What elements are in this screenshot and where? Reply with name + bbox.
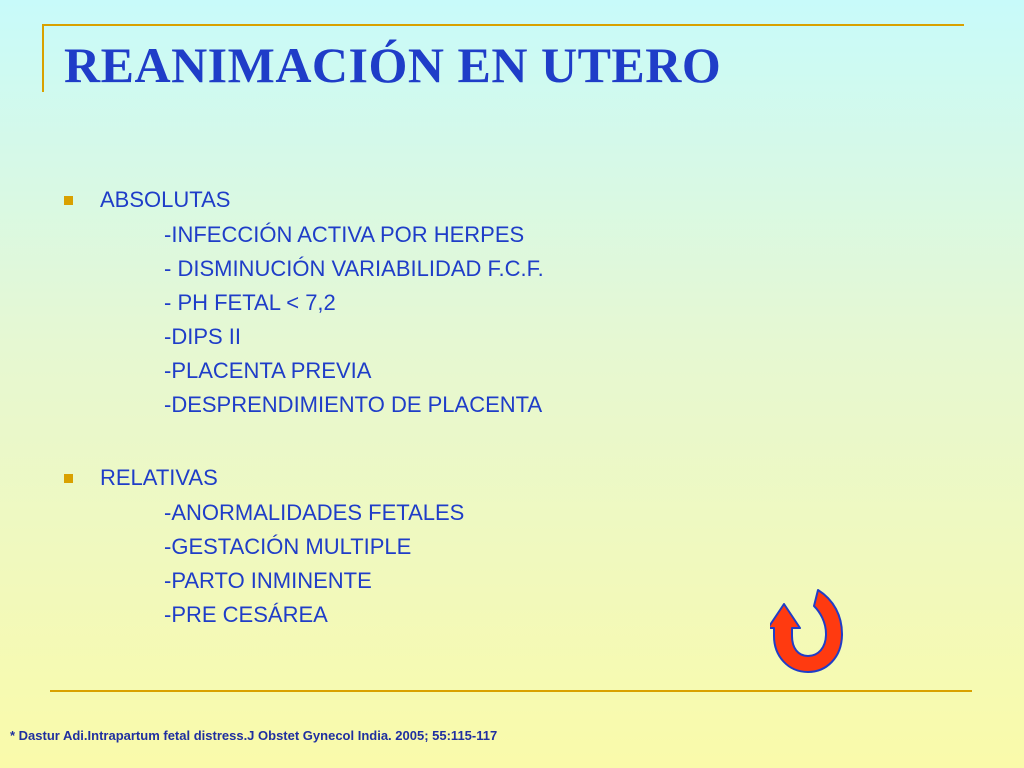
relativas-list <box>164 496 464 632</box>
section-header <box>64 182 544 218</box>
absolutas-list <box>164 218 544 422</box>
list-item: - DISMINUCIÓN VARIABILIDAD F.C.F. <box>164 256 544 281</box>
list-item: -PRE CESÁREA <box>164 602 328 627</box>
section-relativas <box>64 460 464 632</box>
section-label-absolutas: ABSOLUTAS <box>100 187 231 212</box>
slide-title: REANIMACIÓN EN UTERO <box>64 37 722 93</box>
bullet-square-icon <box>64 474 73 483</box>
title-frame-left-line <box>42 24 44 92</box>
section-absolutas <box>64 182 544 422</box>
list-item: - PH FETAL < 7,2 <box>164 290 336 315</box>
list-item: -GESTACIÓN MULTIPLE <box>164 534 412 559</box>
footnote-reference: * Dastur Adi.Intrapartum fetal distress.J Obstet Gynecol India. 2005; 55:115-117 <box>10 728 498 743</box>
list-item: -ANORMALIDADES FETALES <box>164 500 465 525</box>
list-item: -INFECCIÓN ACTIVA POR HERPES <box>164 222 525 247</box>
list-item: -PARTO INMINENTE <box>164 568 372 593</box>
section-label-relativas: RELATIVAS <box>100 465 218 490</box>
return-arrow-icon[interactable] <box>770 584 846 676</box>
title-frame-top-line <box>42 24 964 26</box>
section-header <box>64 460 464 496</box>
return-arrow-shape[interactable] <box>770 590 842 672</box>
bullet-square-icon <box>64 196 73 205</box>
list-item: -DIPS II <box>164 324 242 349</box>
list-item: -DESPRENDIMIENTO DE PLACENTA <box>164 392 543 417</box>
list-item: -PLACENTA PREVIA <box>164 358 372 383</box>
footer-divider <box>50 690 972 692</box>
